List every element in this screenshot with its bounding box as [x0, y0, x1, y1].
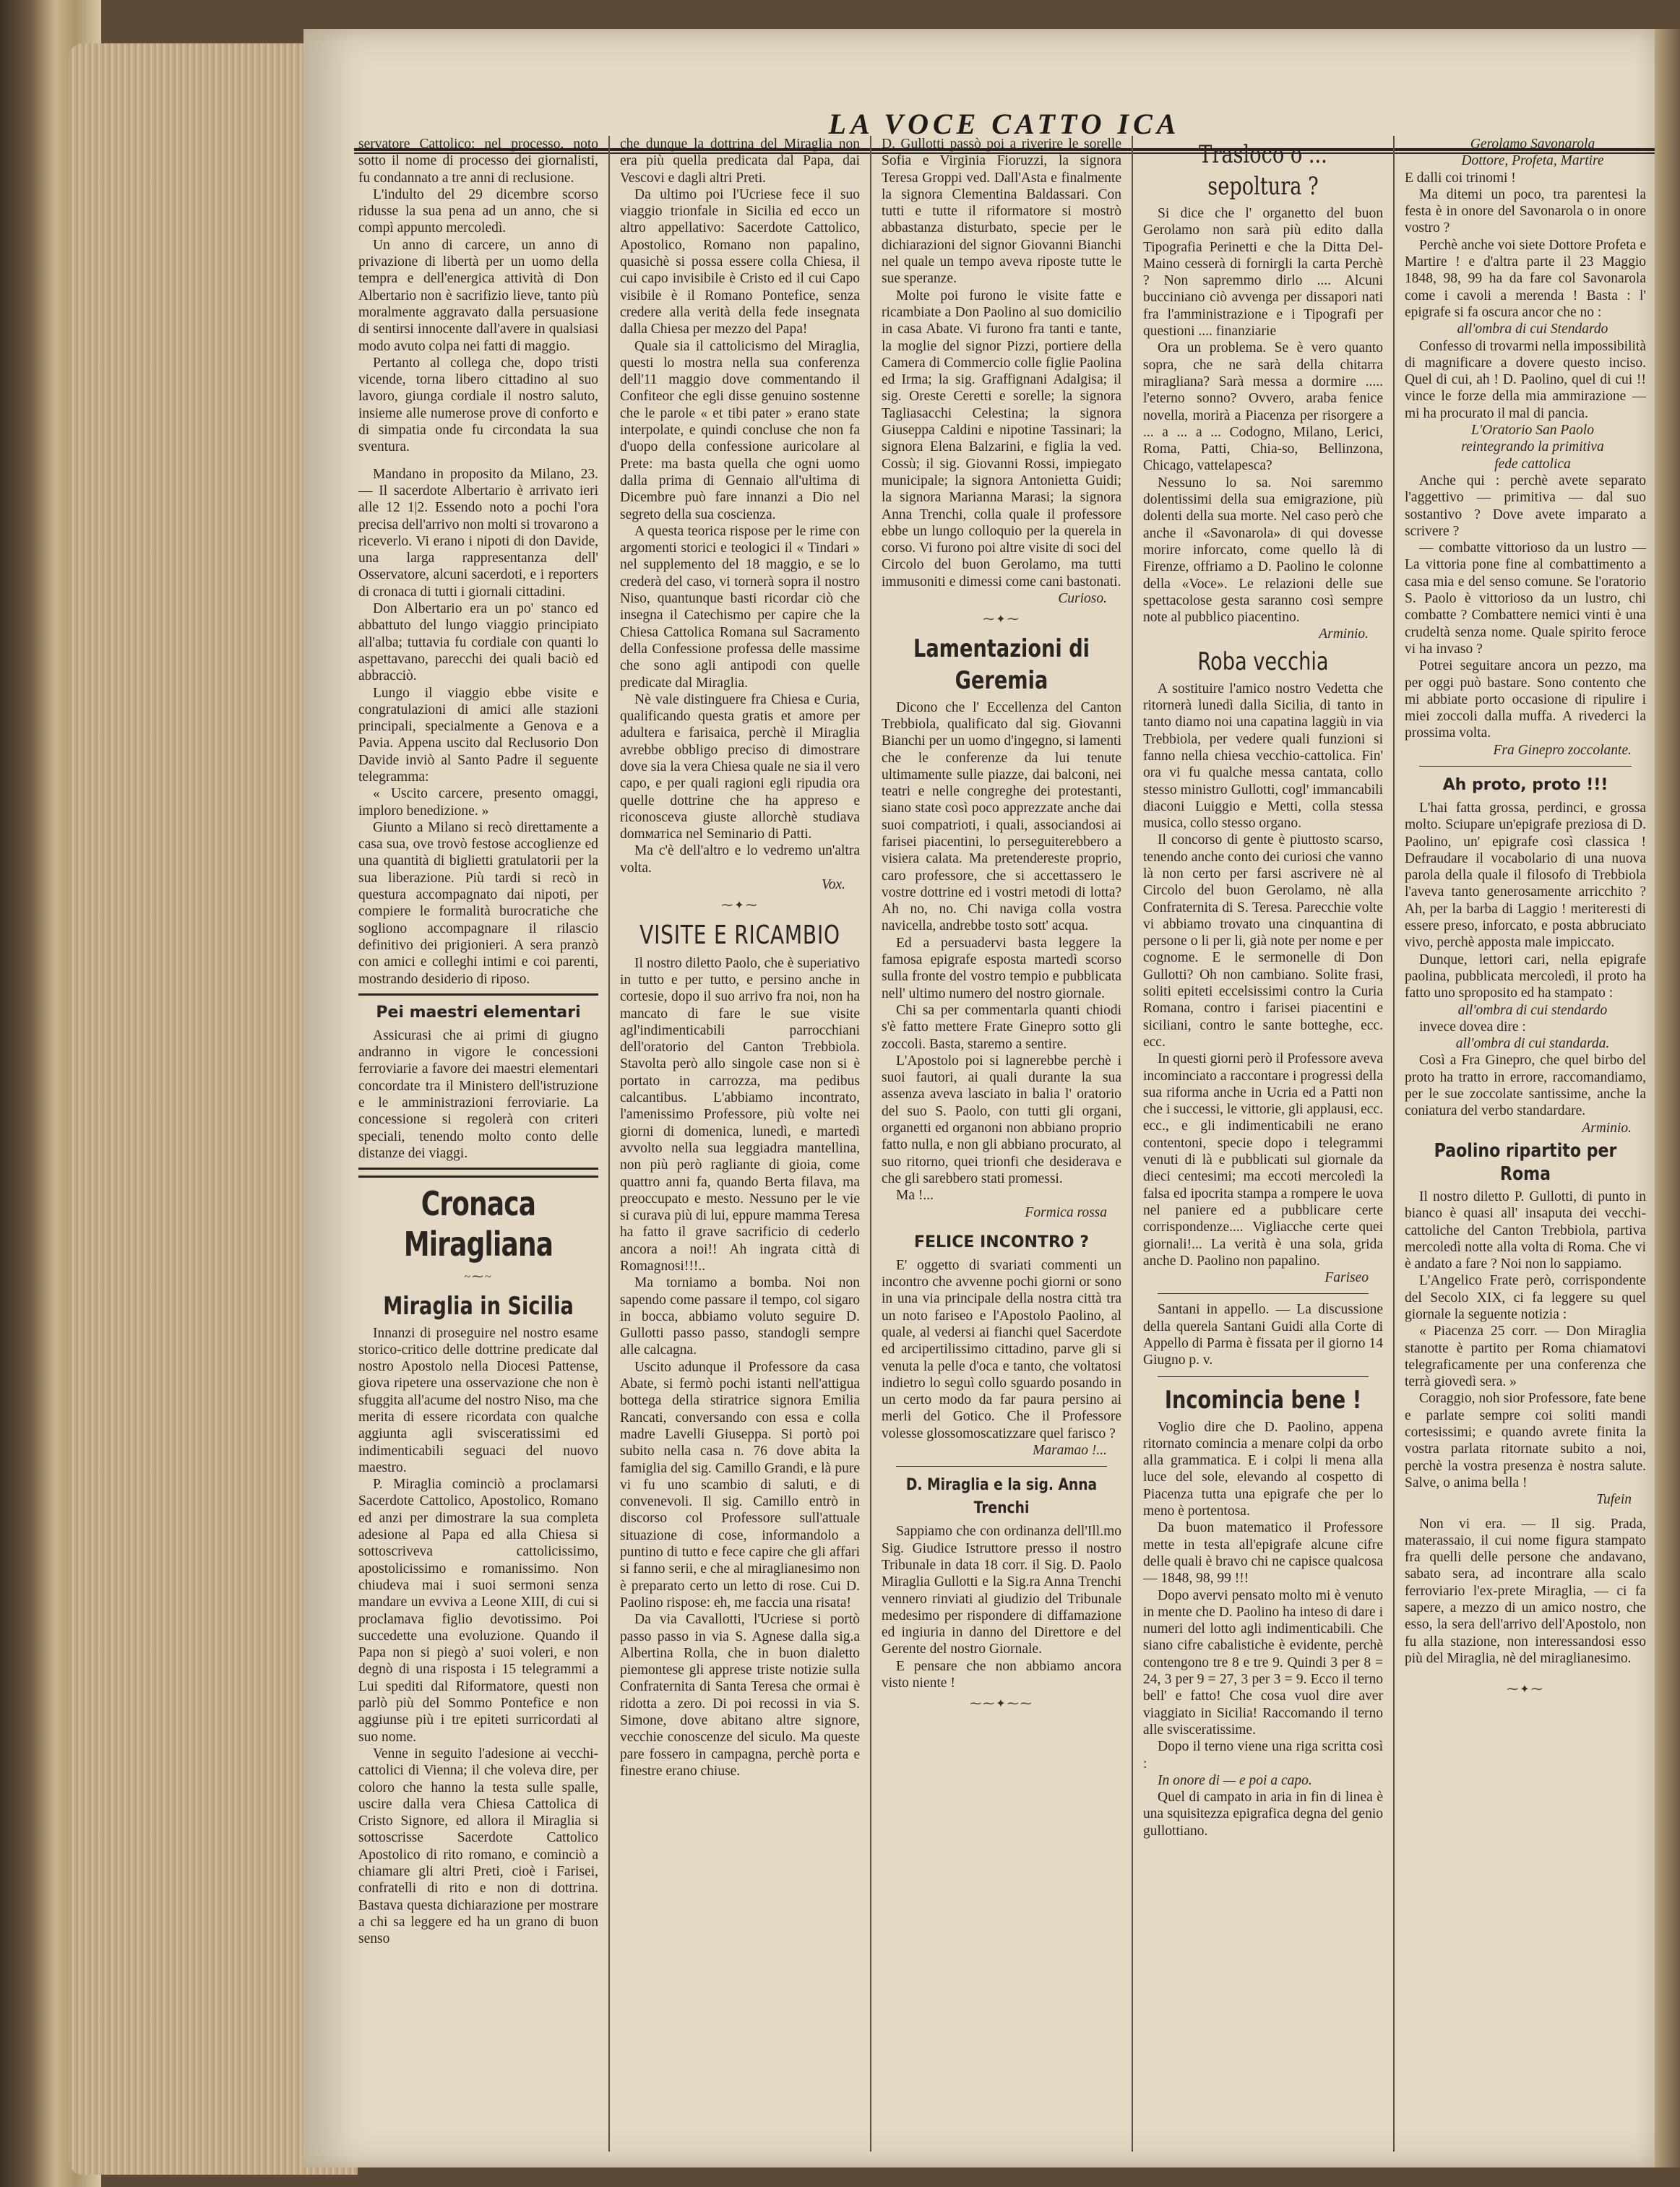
paragraph: L'Apostolo poi si lagnerebbe perchè i suoi fautori, ai quali durante la sua assenza aveva lasciato in balia l' oratorio del suo S. Paolo, con tutti gli organi, organetti ed organoni non abbiano proprio fatto nulla, e non gli abbiano procurato, al suo ritorno, quei trionfi che desiderava e che gli sarebbero stati promessi.: [882, 1053, 1121, 1186]
paragraph: Innanzi di proseguire nel nostro esame storico-critico delle dottrine predicate dal nostro Apostolo nella Diocesi Pattense, giova ripetere una osservazione che non è sfuggita all'acume del nostro Niso, ma che merita di essere ricordata con qualche aggiunta agli svisceratissimi ed indimenticabili seguaci del nuovo maestro.: [358, 1325, 598, 1475]
paragraph: Ma ditemi un poco, tra parentesi la festa è in onore del Savonarola o in onore vostro ?: [1405, 186, 1646, 236]
ornament: ⁓✦⁓: [1507, 1683, 1544, 1696]
paragraph: Coraggio, noh sior Professore, fate bene e parlate sempre coi soliti mandi cortesissimi; e quando avrete finita la vostra parlata ritornate subito a noi, perchè la vostra presenza è nostra salute. Salve, o anima bella !: [1405, 1391, 1646, 1491]
paragraph: Ed a persuadervi basta leggere la famosa epigrafe esposta martedì scorso sulla fronte del vostro tempio e pubblicata nell' ultimo numero del nostro giornale.: [882, 935, 1121, 1001]
paragraph: Si dice che l' organetto del buon Gerolamo non sarà più edito dalla Tipografia Perinetti e che la Ditta Del-Maino cesserà di fornirgli la carta Perchè ? Non sapremmo dirlo .... Alcuni bucciniano ciò avvenga per dissapori nati fra l'amministrazione e i Tipografi per questioni .... finanziarie: [1143, 206, 1383, 340]
paragraph: « Piacenza 25 corr. — Don Miraglia stanotte è partito per Roma chiamatovi telegraficamente per una conferenza che terrà giovedì sera. »: [1405, 1324, 1646, 1390]
epigraph-line: Gerolamo Savonarola: [1470, 137, 1595, 152]
article-columns: [348, 136, 1656, 2152]
paragraph: E pensare che non abbiamo ancora visto niente !: [882, 1658, 1121, 1691]
epigraph-line: Dottore, Profeta, Martire: [1461, 153, 1604, 169]
paragraph: Il nostro diletto Paolo, che è superiativo in tutto e per tutto, e persino anche in cortesie, dopo il suo arrivo fra noi, non ha mancato di fare le sue visite agl'indimenticabili parrocchiani dell'oratorio del Canton Trebbiola. Stavolta però allo singole case non si è portato in carrozza, ma pedibus calcantibus. L'abbiamo incontrato, l'amenissimo Professore, più volte nei giorni di domenica, lunedì, e martedì avvolto nella sua leggiadra mantellina, non più però ragliante di gioia, come quattro anni fa, quando Berta filava, ma preoccupato e mesto. Nessuno per le vie si curava più di lui, eppure mamma Teresa ha fatto il grave sacrificio di cederlo ancora a noi!! Ah ingrata città di Romagnosi!!!..: [620, 955, 860, 1274]
paragraph: Anche qui : perchè avete separato l'aggettivo — primitiva — dal suo sostantivo ? Dove avete imparato a scrivere ?: [1405, 473, 1646, 539]
ornament: ⁓⁓✦⁓⁓: [970, 1698, 1033, 1711]
section-rule: [1419, 766, 1632, 767]
headline-miraglia-trenchi: D. Miraglia e la sig. Anna Trenchi: [905, 1476, 1098, 1518]
ornament: ~⁓~: [464, 1271, 493, 1284]
column-1: [348, 136, 610, 2152]
headline-paolino-ripartito: Paolino ripartito per Roma: [1434, 1139, 1617, 1185]
paragraph: Il nostro diletto P. Gullotti, di punto in bianco è quasi all' insaputa dei vecchi-cattoliche del Canton Trebbiola, partiva mercoledì notte alla volta di Roma. Che vi è andato a fare ? Noi non lo sappiamo.: [1405, 1189, 1646, 1272]
headline-ah-proto: Ah proto, proto !!!: [1442, 775, 1608, 794]
paragraph: Dunque, lettori cari, nella epigrafe paolina, pubblicata mercoledì, il proto ha fatto uno sproposito ed ha stampato :: [1405, 952, 1646, 1001]
epigraph-line: reintegrando la primitiva: [1461, 439, 1604, 455]
paragraph: Da buon matematico il Professore mette in testa all'epigrafe alcune cifre delle quali è bravo chi ne capisce qualcosa — 1848, 98, 99 !!!: [1143, 1520, 1383, 1587]
section-rule: [358, 1176, 598, 1178]
paragraph: Venne in seguito l'adesione ai vecchi-cattolici di Vienna; il che voleva dire, per coloro che hanno la testa sulle spalle, uscire dalla vera Chiesa Cattolica di Cristo Signore, ed allora il Miraglia si sottoscrisse Sacerdote Cattolico Apostolico di rito romano, e cominciò a chiamare gli altri Preti, cioè i Farisei, confratelli di rito e non di dottrina. Bastava questa dichiarazione per mostrare a chi sa leggere ed ha un grano di buon senso: [358, 1746, 598, 1947]
paragraph: Dopo il terno viene una riga scritta così :: [1143, 1739, 1383, 1772]
paragraph: Lungo il viaggio ebbe visite e congratulazioni di amici alle stazioni principali, specialmente a Genova e a Pavia. Appena uscito dal Reclusorio Don Davide inviò al Santo Padre il seguente telegramma:: [358, 685, 598, 785]
paragraph: invece dovea dire :: [1419, 1019, 1526, 1035]
paragraph: D. Gullotti passò poi a riverire le sorelle Sofia e Virginia Fioruzzi, la signora Teresa Groppi ved. Dall'Asta e finalmente la signora Clementina Baldassari. Con tutti e tutte il riformatore si mostrò abbastanza disturbato, specie per le dichiarazioni del signor Giovanni Bianchi nel quale un tempo aveva riposte tutte le sue speranze.: [882, 137, 1121, 287]
paragraph: Nessuno lo sa. Noi saremmo dolentissimi della sua emigrazione, più dolenti della sua morte. Nel caso però che anche il «Savonarola» di qui dovesse morire inforcato, come quello là di Firenze, offriamo a D. Paolino le colonne della «Voce». Le relazioni delle sue spettacolose gesta saranno così sempre note al pubblico piacentino.: [1143, 475, 1383, 626]
headline-roba-vecchia: Roba vecchia: [1197, 647, 1329, 676]
headline-maestri: Pei maestri elementari: [376, 1003, 581, 1022]
signature: Curioso.: [1058, 591, 1107, 607]
section-rule: [1158, 1376, 1369, 1377]
paragraph: Dopo avervi pensato molto mi è venuto in mente che D. Paolino ha inteso di dare i numeri del lotto agli indimenticabili. Che siano cifre cabalistiche è evidente, perchè contengono tre 8 e tre 9. Quindi 3 per 8 = 24, 3 per 9 = 27, 3 per 3 = 9. Ecco il terno bell' e fatto! Che cosa vuol dire aver viaggiato in Sicilia! Raccomando il terno alle svisceratissime.: [1143, 1587, 1383, 1738]
headline-cronaca-miragliana: Cronaca Miragliana: [403, 1184, 553, 1264]
signature: Maramao !...: [1033, 1443, 1107, 1459]
paragraph: P. Miraglia cominciò a proclamarsi Sacerdote Cattolico, Apostolico, Romano ed anzi per dimostrare la sua completa adesione al Papa ed alla Chiesa si sottoscriveva cattolicissimo, apostolicissimo e romanissimo. Non chiudeva mai i suoi sermoni senza mandare un evviva a Leone XIII, di cui si proclamava figlio devotissimo. Poi succedette una evoluzione. Quando il Papa non si piegò a' suoi voleri, e non degnò di una risposta i 15 telegrammi a Lui spediti dal Riformatore, questi non parlò più del Sommo Pontefice e non aggiunse più i tre epiteti surricordati al suo nome.: [358, 1477, 598, 1745]
ornament: ⁓✦⁓: [983, 613, 1020, 626]
paragraph: Molte poi furono le visite fatte e ricambiate a Don Paolino al suo domicilio in casa Abate. Vi furono fra tanti e tante, la moglie del signor Pizzi, portiere della Camera di Commercio colle figlie Paolina ed Irma; la sig. Graffignani Adalgisa; il sig. Oreste Ceretti e sorelle; la signora Tagliasacchi Celestina; la signora Giuseppa Caldini e nipotine Tassinari; la signora Elena Balzarini, e figlia la ved. Cossù; il sig. Giovanni Rossi, impiegato municipale; la signora Antonietta Guidi; la signora Marianna Marasi; la signora Anna Trenchi, colla quale il professore ebbe un lungo colloquio per la querela in corso. Vi furono poi altre visite di soci del Circolo del buon Gerolamo, ma tutti immusoniti e dimessi come cani bastonati.: [882, 288, 1121, 590]
paragraph: In onore di — e poi a capo.: [1158, 1772, 1312, 1788]
signature: Arminio.: [1319, 626, 1369, 642]
paragraph: Ma torniamo a bomba. Noi non sapendo come passare il tempo, col sigaro in bocca, abbiamo voluto seguire D. Gullotti passo passo, standogli sempre alle calcagna.: [620, 1275, 860, 1358]
epigraph-line: all'ombra di cui standarda.: [1455, 1036, 1610, 1052]
headline-visite-e-ricambio: VISITE E RICAMBIO: [639, 920, 840, 950]
paragraph: Il concorso di gente è piuttosto scarso, tenendo anche conto dei curiosi che vanno là non certo per farsi ascrivere nè al Circolo del buon Gerolamo, nè alla Confraternita di S. Teresa. Parecchie volte vi abbiamo trovato una cinquantina di persone o li per li, già note per nome e per cognome. E le sermonelle di Don Gullotti? Oh non cambiano. Solite frasi, soliti epiteti eccelsissimi contro la Curia Romana, contro i farisei piacentini e siciliani, contro le sante botteghe, ecc. ecc.: [1143, 832, 1383, 1050]
epigraph-line: all'ombra di cui Stendardo: [1457, 322, 1608, 337]
column-3: [871, 136, 1133, 2152]
paragraph: Santani in appello. — La discussione della querela Santani Guidi alla Corte di Appello di Parma è fissata per il giorno 14 Giugno p. v.: [1143, 1302, 1383, 1368]
headline-incomincia-bene: Incomincia bene !: [1164, 1385, 1362, 1415]
paragraph: Da via Cavallotti, l'Ucriese si portò passo passo in via S. Agnese dalla sig.a Albertina Rolla, che in buon dialetto piemontese gli apprese triste notizie sulla Confraternita di Santa Teresa che ormai è ridotta a zero. Di poi recossi in via S. Simone, dove abitano altre signore, vecchie conoscenze del siculo. Ma queste pare fossero in campagna, perchè porta e finestre erano chiuse.: [620, 1612, 860, 1779]
paragraph: Un anno di carcere, un anno di privazione di libertà per un uomo della tempra e dell'energica attività di Don Albertario non è sacrifizio lieve, tanto più moralmente aggravato dalla persuasione di sentirsi innocente dall'avere in qualsiasi modo avuto colpa nei fatti di maggio.: [358, 237, 598, 354]
column-5: [1395, 136, 1656, 2152]
masthead-title: LA VOCE CATTO ICA: [828, 108, 1181, 140]
signature: Tufein: [1596, 1492, 1632, 1508]
paragraph: Da ultimo poi l'Ucriese fece il suo viaggio trionfale in Sicilia ed ecco un altro appellativo: Sacerdote Cattolico, Apostolico, Romano non papalino, quasichè si possa essere colla Chiesa, il cui capo invisibile è Cristo ed il cui Capo visibile è il Romano Pontefice, senza credere alla verità della fede insegnata dalla Chiesa per mezzo del Papa!: [620, 186, 860, 337]
signature: Fra Ginepro zoccolante.: [1493, 742, 1632, 758]
paragraph: Ma c'è dell'altro e lo vedremo un'altra volta.: [620, 843, 860, 876]
paragraph: Non vi era. — Il sig. Prada, materassaio, il cui nome figura stampato fra quelli delle persone che andavano, sabato sera, ad incontrare alla scalo ferroviario l'ex-prete Miraglia, — ci fa sapere, a mezzo di un amico nostro, che esso, la sera dell'arrivo dell'Apostolo, non fu alla stazione, non interessandosi esso più del Miraglia, nè del miraglianesimo.: [1405, 1516, 1646, 1666]
paragraph: Assicurasi che ai primi di giugno andranno in vigore le concessioni ferroviarie a favore dei maestri elementari concordate tra il Ministero dell'istruzione e le amministrazioni ferroviarie. La concessione si regolerà con criteri speciali, tenendo molto conto delle distanze dei viaggi.: [358, 1027, 598, 1161]
paragraph: che dunque la dottrina del Miraglia non era più quella predicata dal Papa, dai Vescovi e dagli altri Preti.: [620, 137, 860, 186]
paragraph: Così a Fra Ginepro, che quel birbo del proto ha tratto in errore, raccomandiamo, per le sue zoccolate santissime, anche la coniatura del verbo standardare.: [1405, 1053, 1646, 1119]
paragraph: Confesso di trovarmi nella impossibilità di magnificare a dovere questo inciso. Quel di cui, ah ! D. Paolino, quel di cui !! vince le forze della mia ammirazione — mi ha procurato il mal di pancia.: [1405, 338, 1646, 421]
paragraph: L'hai fatta grossa, perdinci, e grossa molto. Sciupare un'epigrafe preziosa di D. Paolino, un' epigrafe così classica ! Defraudare il vocabolario di una nuova parola della quale il filosofo di Trebbiola l'aveva tanto generosamente arricchito ? Ah, per la barba di Laggio ! meriteresti di essere preso, inforcato, e posta abbruciato vivo, perchè apposta male impiccato.: [1405, 800, 1646, 951]
paragraph: Quel di campato in aria in fin di linea è una squisitezza epigrafica degna del genio gullottiano.: [1143, 1790, 1383, 1839]
paragraph: L'Angelico Frate però, corrispondente del Secolo XIX, ci fa leggere su quel giornale la seguente notizia :: [1405, 1273, 1646, 1322]
paragraph: Pertanto al collega che, dopo tristi vicende, torna libero cittadino al suo lavoro, giunga cordiale il nostro saluto, insieme alle numerose prove di conforto e di simpatia onde fu circondata la sua sventura.: [358, 355, 598, 455]
paragraph: Mandano in proposito da Milano, 23. — Il sacerdote Albertario è arrivato ieri alle 12 1|2. Essendo noto a pochi l'ora precisa dell'arrivo non molti si trovarono a riceverlo. Vi erano i nipoti di don Davide, una larga rappresentanza dell' Osservatore, alcuni sacerdoti, e i reporters di cronaca di tutti i giornali cittadini.: [358, 466, 598, 600]
signature: Vox.: [821, 877, 845, 893]
paragraph: Voglio dire che D. Paolino, appena ritornato comincia a menare colpi da orbo alla grammatica. E i colpi li mena alla luce del sole, elevando al cospetto di Piacenza tutta una epigrafe che per lo meno è portentosa.: [1143, 1419, 1383, 1519]
paragraph: A sostituire l'amico nostro Vedetta che ritornerà lunedì dalla Sicilia, di tanto in tanto diamo noi una capatina laggiù in via Trebbiola, per vedere quali funzioni si fanno nella chiesa vecchio-cattolica. Fin' ora vi fu qualche messa cantata, collo stesso ministro Gullotti, cogl' immancabili diaconi Luiggio e Metti, colla stessa musica, collo stesso organo.: [1143, 681, 1383, 832]
paragraph: E dalli coi trinomi !: [1405, 170, 1516, 186]
headline-trasloco: Trasloco o ... sepoltura ?: [1199, 140, 1327, 201]
headline-miraglia-in-sicilia: Miraglia in Sicilia: [383, 1291, 574, 1321]
paragraph: Chi sa per commentarla quanti chiodi s'è fatto mettere Frate Ginepro sotto gli zoccoli. Basta, staremo a sentire.: [882, 1002, 1121, 1052]
section-rule: [358, 993, 598, 996]
paragraph: E' oggetto di svariati commenti un incontro che avvenne pochi giorni or sono in una via principale della nostra città tra un noto fariseo e l'Apostolo Paolino, al quale, al vedersi ai fianchi quel Sacerdote ed arcipertilissimo cittadino, parve gli si venuta la pelle d'oca e tanto, che voltatosi indietro lo seguì collo sguardo posando in un certo modo da far paura persino ai merli del Gotico. Che il Professore volesse glossomoscatizzare quel farisco ?: [882, 1257, 1121, 1441]
epigraph-line: all'ombra di cui stendardo: [1457, 1002, 1608, 1018]
paragraph: Uscito adunque il Professore da casa Abate, si fermò pochi istanti nell'attigua bottega della stiratrice signora Emilia Rancati, conversando con essa e colla madre Lavelli Giuseppa. Si portò poi subito nella casa n. 76 dove abita la famiglia del sig. Camillo Grandi, e là pure vi fu uno scambio di saluti, e di convenevoli. Il sig. Camillo entrò in discorso col Professore sull'attuale situazione di cose, informandolo a puntino di tutto e fece capire che gli affari si fanno serii, e che al miraglianesimo non è preparato certo un letto di rose. Cui D. Paolino rispose: eh, me faccia una risata!: [620, 1359, 860, 1610]
epigraph-line: fede cattolica: [1494, 456, 1571, 472]
column-4: [1133, 136, 1395, 2152]
ornament: ⁓✦⁓: [721, 900, 759, 913]
section-rule: [358, 1168, 598, 1170]
paragraph: Perchè anche voi siete Dottore Profeta e Martire ! e d'altra parte il 23 Maggio 1848, 98, 99 ha da fare col Savonarola come i cavoli a merenda ! Basta : l' epigrafe si fa oscura ancor che no :: [1405, 237, 1646, 320]
column-2: [610, 136, 871, 2152]
paragraph: Ora un problema. Se è vero quanto sopra, che ne sarà della chitarra miragliana? Sarà messa a dormire ..... l'eterno sonno? Ovvero, araba fenice novella, morirà a Piacenza per risorgere a ... a ... a ... Codogno, Milano, Lerici, Roma, Patti, Chia-so, Bellinzona, Chicago, vattelapesca?: [1143, 340, 1383, 474]
paragraph: Ma !...: [896, 1188, 934, 1204]
paragraph: Potrei seguitare ancora un pezzo, ma per oggi può bastare. Sono contento che mi abbiate porto occasione di ripulire i miei zoccoli dalla muffa. A rivederci la prossima volta.: [1405, 658, 1646, 741]
signature: Arminio.: [1582, 1120, 1632, 1136]
epigraph-line: L'Oratorio San Paolo: [1471, 423, 1594, 439]
section-rule: [896, 1466, 1107, 1467]
headline-felice-incontro: FELICE INCONTRO ?: [913, 1233, 1090, 1251]
paragraph: — combatte vittorioso da un lustro — La vittoria pone fine al combattimento a casa mia e del senso comune. Se l'oratorio S. Paolo è vittorioso da un lustro, chi combatte ? Combattere nemici vinti è una crudeltà senza nome. Quale spirito feroce vi ha invaso ?: [1405, 540, 1646, 657]
paragraph: servatore Cattolico: nel processo, noto sotto il nome di processo dei giornalisti, fu condannato a tre anni di reclusione.: [358, 137, 598, 186]
paragraph: Quale sia il cattolicismo del Miraglia, questi lo mostra nella sua conferenza dell'11 maggio dove commentando il Confiteor che egli disse genuino sostenne che le parole « et tibi pater » erano state interpolate, e quindi concluse che non fa d'uopo della confessione auricolare al Prete: ma basta quella che ogni uomo dalla prima di Gennaio all'ultima di Dicembre può fare innanzi a Dio nel segreto della sua coscienza.: [620, 338, 860, 522]
page-right-edge: [1655, 29, 1680, 2167]
paragraph: Giunto a Milano si recò direttamente a casa sua, ove trovò festose accoglienze ed una quantità di biglietti gratulatorii per la sua liberazione. Più tardi si recò in questura accompagnato dai nipoti, per compiere le formalità burocratiche che sogliono accompagnare il rilascio definitivo dei prigionieri. A sera pranzò con amici e colleghi intimi e coi parenti, mostrando desiderio di riposo.: [358, 819, 598, 987]
paragraph: A questa teorica rispose per le rime con argomenti storici e teologici il « Tindari » nel supplemento del 18 maggio, e se lo crederà del caso, vi tornerà sopra il nostro Niso, quantunque basti ricordar ciò che insegna il Catechismo per capire che la Chiesa Cattolica Romana sul Sacramento della Confessione professa delle massime che sono agli antipodi con quelle predicate dal Miraglia.: [620, 523, 860, 691]
paragraph: Don Albertario era un po' stanco ed abbattuto del lungo viaggio principiato all'alba; tuttavia fu cordiale con quanti lo aspettavano, parecchi dei quali baciò ed abbracciò.: [358, 601, 598, 684]
headline-lamentazioni-di-geremia: Lamentazioni di Geremia: [913, 634, 1090, 695]
paragraph: Dicono che l' Eccellenza del Canton Trebbiola, qualificato dal sig. Giovanni Bianchi per un uomo d'ingegno, si lamenti che le conferenze da lui tenute ultimamente sulle piazze, dai balconi, nei teatri e nelle congreghe dei protestanti, siano state così poco apprezzate anche dai suoi compatrioti, i quali, associandosi ai farisei piacentini, lo perseguiterebbero a visiera calata. Ma pretendereste proprio, caro professore, che si accettassero le vostre dottrine ed i vostri metodi di lotta? Ah no, no. Chi naviga colla vostra navicella, andrebbe tosto sott' acqua.: [882, 699, 1121, 934]
newspaper-page: [303, 29, 1655, 2167]
paragraph: Sappiamo che con ordinanza dell'Ill.mo Sig. Giudice Istruttore presso il nostro Tribunale in data 18 corr. il Sig. D. Paolo Miraglia Gullotti e la Sig.ra Anna Trenchi vennero rinviati al giudizio del Tribunale medesimo per rispondere di diffamazione ed ingiuria in danno del Direttore e del Gerente del nostro Giornale.: [882, 1524, 1121, 1657]
section-rule: [1158, 1293, 1369, 1294]
paragraph: In questi giorni però il Professore aveva incominciato a raccontare i progressi della sua riforma anche in Ucria ed a Patti non che i successi, le vittorie, gli applausi, ecc. ecc., e gli indimenticabili ne erano contentoni, specie dopo i telegrammi venuti di là e pubblicati sul giornale da dieci centesimi; ma eccoti mercoledì la falsa ed ipocrita stampa a rompere le uova nel paniere ed a pubblicare certe corrispondenze.... Vigliacche certe quei giornali!... La verità è una sola, grida anche D. Paolino non papalino.: [1143, 1051, 1383, 1269]
paragraph: « Uscito carcere, presento omaggi, imploro benedizione. »: [358, 786, 598, 819]
signature: Formica rossa: [1025, 1204, 1107, 1220]
paragraph: Nè vale distinguere fra Chiesa e Curia, qualificando questa gratis et amore per adultera e farisaica, perchè il Miraglia avrebbe obbligo preciso di dimostrare dove sia la vera Chiesa quale ne sia il vero capo, e per quali ragioni egli ripudia ora quelle dottrine che ha appreso e riconosceva giuste allorchè studiava domматica nel Seminario di Patti.: [620, 691, 860, 842]
paragraph: L'indulto del 29 dicembre scorso ridusse la sua pena ad un anno, che si compì appunto mercoledì.: [358, 186, 598, 236]
signature: Fariseo: [1324, 1270, 1369, 1286]
